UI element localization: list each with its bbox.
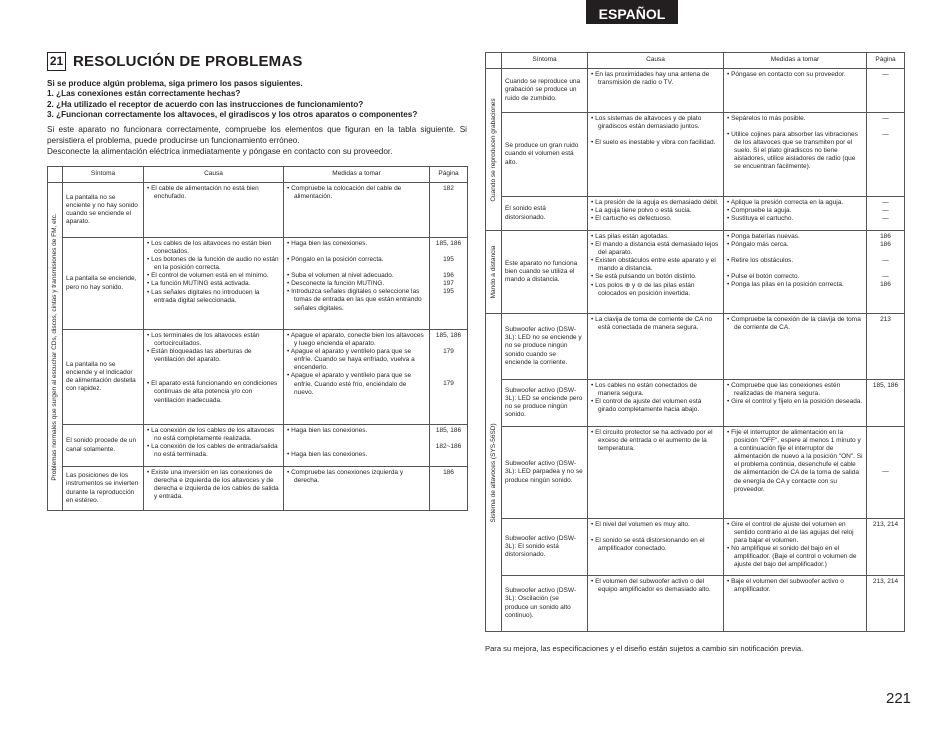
cause-cell [144, 425, 284, 467]
measure-item: • Pulse el botón correcto. [727, 273, 800, 281]
cause-item: • Se está pulsando un botón distinto. [591, 273, 697, 281]
measure-item: • Gire el control de ajuste del volumen en sentido contrario al de las agujas del reloj para bajar el volumen. [727, 521, 854, 545]
table-row [486, 314, 905, 380]
section-title: RESOLUCIÓN DE PROBLEMAS [73, 53, 303, 70]
measure-item: • Gire el control y fíjelo en la posición deseada. [727, 398, 863, 406]
page-cell [430, 330, 468, 425]
measure-item: • Compruebe la colocación del cable de alimentación. [287, 185, 402, 201]
measure-cell [724, 576, 867, 632]
category-cell [48, 183, 63, 511]
cause-item: • Los botones de la función de audio no están en la posición correcta. [147, 256, 279, 272]
cause-item: • La clavija de toma de corriente de CA no está conectada de manera segura. [591, 316, 713, 332]
measure-item: • Haga bien las conexiones. [287, 451, 368, 459]
cause-cell [588, 197, 724, 231]
symptom-cell: Este aparato no funciona bien cuando se utiliza el mando a distancia. [502, 231, 588, 314]
measure-item: • Compruebe las conexiones izquierda y derecha. [287, 469, 404, 485]
page-ref: 186 [880, 233, 891, 240]
page-cell: 185, 186 [867, 380, 905, 427]
cause-item: • La aguja tiene polvo o está sucia. [591, 207, 692, 215]
symptom-cell: La pantalla no se enciente y no hay sonido cuando se enciende el aparato. [63, 183, 144, 238]
header-measure: Medidas a tomar [284, 167, 430, 183]
page-ref: 179 [443, 348, 454, 356]
measure-item: • Sepárelos lo más posible. [727, 115, 806, 122]
measure-item: • Sustituya el cartucho. [727, 215, 794, 223]
table-header-row [48, 167, 468, 183]
table-row [48, 425, 468, 467]
page-cell: 213, 214 [867, 519, 905, 576]
symptom-cell: Subwoofer activo (DSW-3L): Oscilación (se produce un sonido alto continuo). [502, 576, 588, 632]
measure-item: • Compruebe que las conexiones estén realizadas de manera segura. [727, 382, 841, 398]
measure-cell [724, 380, 867, 427]
cause-cell [588, 427, 724, 519]
page-ref: 195 [443, 288, 454, 296]
troubleshooting-table-right [485, 52, 905, 632]
measure-item: • Apague el aparato y ventílelo para que se enfríe. Cuando se haya enfriado, vuelva a encenderlo. [287, 348, 415, 372]
section-number: 21 [47, 52, 66, 71]
language-tab: ESPAÑOL [586, 0, 678, 24]
measure-item: • Compruebe la conexión de la clavija de toma de corriente de CA. [727, 316, 861, 332]
cause-item: • La conexión de los cables de los altavoces no está completamente realizada. [147, 427, 275, 443]
page-ref: — [882, 273, 889, 281]
measure-item: • Apague el aparato y ventílelo para que se enfríe. Cuando esté frío, enciéndalo de nuevo. [287, 372, 412, 396]
symptom-cell: Las posiciones de los instrumentos se invierten durante la reproducción en estéreo. [63, 467, 144, 511]
cause-cell [144, 183, 284, 238]
table-row [486, 113, 905, 197]
category-cell [486, 231, 502, 314]
table-row [486, 427, 905, 519]
header-blank [486, 53, 502, 69]
table-row [48, 467, 468, 511]
cause-item: • Los terminales de los altavoces están cortocircuitados. [147, 332, 260, 348]
cause-cell [588, 314, 724, 380]
cause-item: • Los cables de los altavoces no están bien conectados. [147, 240, 272, 256]
section-heading [47, 52, 303, 71]
symptom-cell: Subwoofer activo (DSW-3L): El sonido está distorsionado. [502, 519, 588, 576]
cause-item: • El cartucho es defectuoso. [591, 215, 672, 223]
intro-step: 3. ¿Funcionan correctamente los altavoces, el giradiscos y los otros aparatos o componentes? [47, 110, 418, 120]
page-cell [867, 113, 905, 197]
page-cell: 186 [430, 467, 468, 511]
cause-item: • El control de volumen está en el mínimo. [147, 272, 269, 280]
measure-cell [284, 425, 430, 467]
measure-cell [284, 238, 430, 330]
cause-item: • El aparato está funcionando en condiciones continuas de alta potencia y/o con ventilación inadecuada. [147, 380, 278, 404]
header-measure: Medidas a tomar [724, 53, 867, 69]
page-ref: 196 [443, 272, 454, 280]
measure-item: • Suba el volumen al nivel adecuado. [287, 272, 394, 280]
symptom-cell: El sonido está distorsionado. [502, 197, 588, 231]
page-cell [867, 231, 905, 314]
page-ref: — [882, 115, 889, 122]
symptom-cell: La pantalla se enciende, pero no hay sonido. [63, 238, 144, 330]
page-ref: — [882, 131, 889, 139]
measure-item: • Haga bien las conexiones. [287, 240, 368, 247]
measure-cell [724, 427, 867, 519]
measure-item: • Ponga baterías nuevas. [727, 233, 800, 240]
measure-item: • Retire los obstáculos. [727, 257, 794, 265]
cause-cell [144, 330, 284, 425]
symptom-cell: La pantalla no se enciende y el indicador de alimentación destella con rapidez. [63, 330, 144, 425]
intro-step: Si se produce algún problema, siga primero los pasos siguientes. [47, 79, 303, 88]
page-cell [867, 197, 905, 231]
measure-cell [724, 231, 867, 314]
page-ref: 197 [443, 280, 454, 288]
header-page: Página [867, 53, 905, 69]
measure-item: • Aplique la presión correcta en la aguja. [727, 199, 844, 206]
category-label: Problemas normales que surgen al escuchar CDs, discos, cintas y transmisiones de FM, etc. [50, 212, 58, 481]
category-cell [486, 69, 502, 231]
page-ref: — [882, 207, 889, 215]
page-ref: 182~186 [435, 443, 462, 451]
measure-cell [724, 197, 867, 231]
cause-item: • El volumen del subwoofer activo o del equipo amplificador es demasiado alto. [591, 578, 711, 594]
cause-item: • La presión de la aguja es demasiado débil. [591, 199, 719, 206]
cause-item: • Las pilas están agotadas. [591, 233, 669, 240]
header-cause: Causa [144, 167, 284, 183]
intro-paragraph: Desconecte la alimentación eléctrica inmediatamente y póngase en contacto con su proveedor. [47, 146, 393, 156]
table-row [486, 69, 905, 113]
table-row [48, 183, 468, 238]
footnote: Para su mejora, las especificaciones y el diseño están sujetos a cambio sin notificación previa. [485, 644, 804, 653]
header-symptom: Síntoma [502, 53, 588, 69]
measure-cell [284, 183, 430, 238]
cause-item: • Están bloqueadas las aberturas de ventilación del aparato. [147, 348, 252, 364]
measure-item: • Desconecte la función MUTING. [287, 280, 385, 288]
category-cell [486, 314, 502, 632]
page-number: 221 [886, 690, 912, 707]
page-cell [430, 238, 468, 330]
page-cell: 213 [867, 314, 905, 380]
troubleshooting-table-left [47, 166, 468, 511]
page-ref: 195 [443, 256, 454, 264]
page-cell: — [867, 427, 905, 519]
measure-cell [724, 519, 867, 576]
intro-text [47, 125, 467, 157]
page-ref: 185, 186 [435, 427, 462, 434]
symptom-cell: Subwoofer activo (DSW-3L): LED parpadea y no se produce ningún sonido. [502, 427, 588, 519]
cause-cell [588, 380, 724, 427]
page-ref: 179 [443, 380, 454, 388]
cause-item: • Los polos ⊕ y ⊖ de las pilas están colocados en posición invertida. [591, 281, 695, 297]
table-row [486, 519, 905, 576]
page-ref: — [882, 199, 889, 206]
cause-item: • El suelo es inestable y vibra con facilidad. [591, 139, 716, 147]
page-ref: 186 [880, 241, 891, 249]
cause-cell [588, 576, 724, 632]
measure-item: • Compruebe la aguja. [727, 207, 792, 215]
page-ref: — [882, 257, 889, 265]
cause-cell [588, 113, 724, 197]
header-cause: Causa [588, 53, 724, 69]
cause-cell [144, 467, 284, 511]
category-label: Sistema de altavoces (SYS-56SD) [489, 422, 497, 523]
page-ref: — [882, 215, 889, 223]
cause-item: • Existe una inversión en las conexiones de derecha e izquierda de los altavoces y de derecha e izquierda de los cables de salida y entrada. [147, 469, 279, 501]
cause-item: • Los cables no están conectados de manera segura. [591, 382, 697, 398]
page-ref: 185, 186 [435, 332, 462, 339]
cause-cell [144, 238, 284, 330]
header-symptom: Síntoma [63, 167, 144, 183]
cause-item: • Los sistemas de altavoces y de plato giradiscos están demasiado juntos. [591, 115, 702, 131]
cause-item: • La conexión de los cables de entrada/salida no está terminada. [147, 443, 278, 459]
cause-item: • En las proximidades hay una antena de transmisión de radio o TV. [591, 71, 710, 87]
measure-item: • Fije el interruptor de alimentación en la posición "OFF", espere al menos 1 minuto y a continuación fije el interruptor de alimentación de nuevo a la posición "ON". Si el problema continúa, desenchufe el cable de alimentación de CA de la toma de salida de energía de CA y contacte con su proveedor. [727, 429, 863, 493]
table-row [486, 576, 905, 632]
cause-item: • La función MUTING está activada. [147, 280, 251, 288]
page-ref: 186 [880, 281, 891, 289]
measure-item: • Utilice cojines para absorber las vibraciones de los altavoces que se transmiten por el suelo. Si el plato giradiscos no tiene aisladores, utilice aisladores de radio (que se encuentran fácilmente). [727, 131, 858, 171]
measure-cell [724, 314, 867, 380]
measure-cell [724, 69, 867, 113]
header-blank [48, 167, 63, 183]
page-cell: — [867, 69, 905, 113]
symptom-cell: Se produce un gran ruido cuando el volumen está alto. [502, 113, 588, 197]
measure-item: • Introduzca señales digitales o seleccione las tomas de entrada en las que están entrando señales digitales. [287, 288, 422, 312]
cause-item: • El sonido se está distorsionando en el amplificador conectado. [591, 537, 705, 553]
category-label: Mando a distancia [489, 245, 497, 299]
measure-item: • Baje el volumen del subwoofer activo o amplificador. [727, 578, 844, 594]
measure-cell [724, 113, 867, 197]
page-cell [430, 425, 468, 467]
measure-item: • Póngalo más cerca. [727, 241, 789, 249]
symptom-cell: El sonido procede de un canal solamente. [63, 425, 144, 467]
measure-item: • Haga bien las conexiones. [287, 427, 368, 434]
cause-item: • Las señales digitales no introducen la entrada digital seleccionada. [147, 288, 260, 304]
cause-item: • El circuito protector se ha activado por el exceso de entrada o el aumento de la temperatura. [591, 429, 713, 453]
measure-item: • No amplifique el sonido del bajo en el amplificador. (Baje el control o volumen de ajuste del bajo del amplificador.) [727, 545, 857, 569]
cause-cell [588, 519, 724, 576]
cause-item: • Existen obstáculos entre este aparato y el mando a distancia. [591, 257, 716, 273]
intro-step: 1. ¿Las conexiones están correctamente hechas? [47, 89, 241, 99]
page-cell: 213, 214 [867, 576, 905, 632]
table-row [48, 330, 468, 425]
measure-item: • Póngalo en la posición correcta. [287, 256, 384, 264]
cause-item: • El control de ajuste del volumen está girado completamente hacia abajo. [591, 398, 702, 414]
header-page: Página [430, 167, 468, 183]
table-header-row [486, 53, 905, 69]
intro-step: 2. ¿Ha utilizado el receptor de acuerdo con las instrucciones de funcionamiento? [47, 99, 364, 109]
measure-item: • Apague el aparato, conecte bien los altavoces y luego encienda el aparato. [287, 332, 424, 348]
cause-item: • El mando a distancia está demasiado lejos del aparato. [591, 241, 719, 257]
cause-item: • El cable de alimentación no está bien enchufado. [147, 185, 259, 201]
table-row [486, 231, 905, 314]
category-label: Cuando se reproducen grabaciones [489, 97, 497, 202]
cause-item: • El nivel del volumen es muy alto. [591, 521, 690, 528]
measure-item: • Póngase en contacto con su proveedor. [727, 71, 846, 78]
page-ref: 185, 186 [435, 240, 462, 247]
table-row [48, 238, 468, 330]
table-row [486, 380, 905, 427]
cause-cell [588, 69, 724, 113]
intro-paragraph: Si este aparato no funcionara correctamente, compruebe los elementos que figuran en la tabla siguiente. Si persistiera el problema, puede producirse un funcionamiento erróneo. [47, 125, 467, 145]
symptom-cell: Cuando se reproduce una grabación se produce un ruido de zumbido. [502, 69, 588, 113]
intro-steps [47, 79, 467, 121]
table-row [486, 197, 905, 231]
measure-item: • Ponga las pilas en la posición correcta. [727, 281, 844, 289]
cause-cell [588, 231, 724, 314]
page-cell: 182 [430, 183, 468, 238]
measure-cell [284, 330, 430, 425]
measure-cell [284, 467, 430, 511]
symptom-cell: Subwoofer activo (DSW-3L): LED se enciende pero no se produce ningún sonido. [502, 380, 588, 427]
symptom-cell: Subwoofer activo (DSW-3L): LED no se enciende y no se produce ningún sonido cuando se enciende la corriente. [502, 314, 588, 380]
